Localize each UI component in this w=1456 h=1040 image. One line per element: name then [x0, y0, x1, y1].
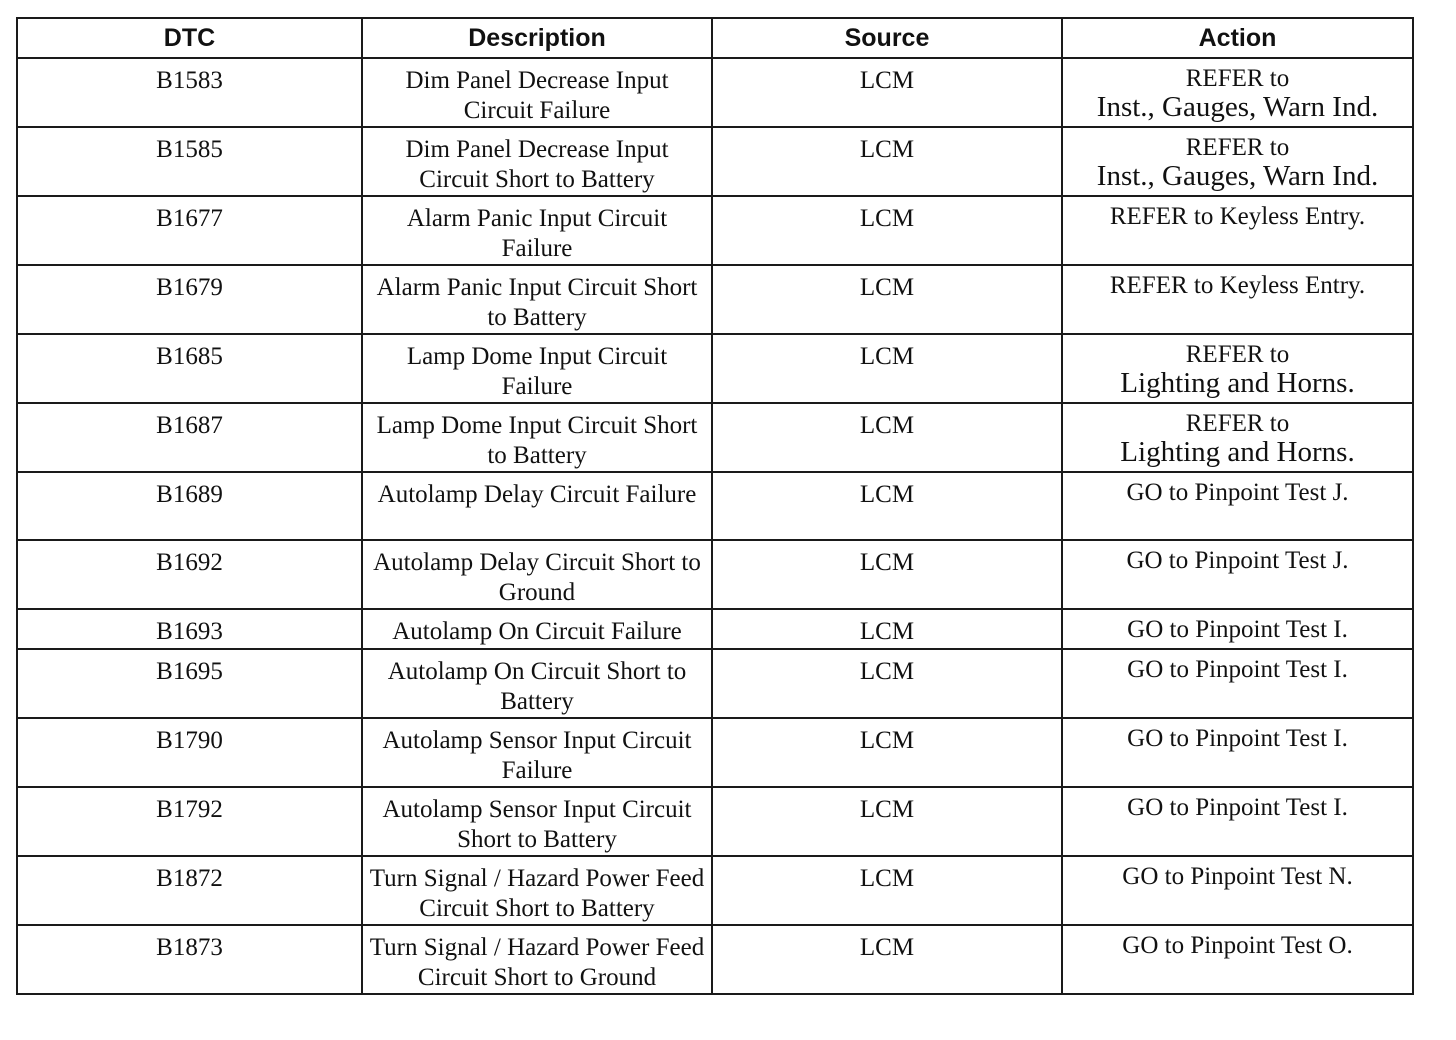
action-line-1: REFER to — [1185, 341, 1290, 368]
source-cell: LCM — [712, 609, 1062, 649]
action-cell — [1062, 787, 1413, 856]
description-cell: Dim Panel Decrease Input Circuit Short to Battery — [362, 127, 712, 196]
action-cell — [1062, 58, 1413, 127]
source-cell: LCM — [712, 540, 1062, 609]
action-line-1: REFER to — [1185, 410, 1290, 437]
description-cell: Dim Panel Decrease Input Circuit Failure — [362, 58, 712, 127]
description-cell: Alarm Panic Input Circuit Short to Battery — [362, 265, 712, 334]
action-cell — [1062, 540, 1413, 609]
description-cell: Autolamp Delay Circuit Failure — [362, 472, 712, 540]
dtc-cell: B1693 — [17, 609, 362, 649]
dtc-cell: B1689 — [17, 472, 362, 540]
action-cell — [1062, 856, 1413, 925]
header-source: Source — [712, 18, 1062, 58]
table-row — [17, 196, 1413, 265]
dtc-cell: B1679 — [17, 265, 362, 334]
dtc-cell: B1695 — [17, 649, 362, 718]
action-cell — [1062, 196, 1413, 265]
description-cell: Autolamp On Circuit Failure — [362, 609, 712, 649]
table-row — [17, 649, 1413, 718]
action-line-1: GO to Pinpoint Test J. — [1126, 479, 1349, 506]
action-line-2: Lighting and Horns. — [1120, 436, 1355, 468]
source-cell: LCM — [712, 403, 1062, 472]
header-dtc: DTC — [17, 18, 362, 58]
table-row — [17, 540, 1413, 609]
source-cell: LCM — [712, 856, 1062, 925]
source-cell: LCM — [712, 472, 1062, 540]
action-cell — [1062, 403, 1413, 472]
table-row — [17, 403, 1413, 472]
table-row — [17, 58, 1413, 127]
action-line-1: GO to Pinpoint Test I. — [1127, 616, 1348, 643]
dtc-table — [16, 17, 1414, 995]
dtc-cell: B1685 — [17, 334, 362, 403]
source-cell: LCM — [712, 334, 1062, 403]
action-line-1: REFER to Keyless Entry. — [1109, 272, 1366, 299]
table-row — [17, 127, 1413, 196]
action-cell — [1062, 127, 1413, 196]
dtc-cell: B1872 — [17, 856, 362, 925]
table-row — [17, 718, 1413, 787]
dtc-cell: B1687 — [17, 403, 362, 472]
action-line-1: GO to Pinpoint Test N. — [1122, 863, 1353, 890]
source-cell: LCM — [712, 196, 1062, 265]
action-cell — [1062, 609, 1413, 649]
action-line-2: Lighting and Horns. — [1120, 367, 1355, 399]
action-cell — [1062, 472, 1413, 540]
table-body — [17, 58, 1413, 994]
table-row — [17, 925, 1413, 994]
dtc-cell: B1585 — [17, 127, 362, 196]
table-row — [17, 334, 1413, 403]
dtc-cell: B1790 — [17, 718, 362, 787]
source-cell: LCM — [712, 718, 1062, 787]
table-row — [17, 609, 1413, 649]
action-line-1: REFER to Keyless Entry. — [1109, 203, 1366, 230]
dtc-cell: B1792 — [17, 787, 362, 856]
table-header-row — [17, 18, 1413, 58]
description-cell: Autolamp On Circuit Short to Battery — [362, 649, 712, 718]
action-cell — [1062, 334, 1413, 403]
action-line-1: REFER to — [1185, 65, 1290, 92]
description-cell: Turn Signal / Hazard Power Feed Circuit Short to Battery — [362, 856, 712, 925]
table-row — [17, 787, 1413, 856]
description-cell: Alarm Panic Input Circuit Failure — [362, 196, 712, 265]
table-row — [17, 856, 1413, 925]
source-cell: LCM — [712, 127, 1062, 196]
header-action: Action — [1062, 18, 1413, 58]
action-line-1: GO to Pinpoint Test I. — [1127, 725, 1348, 752]
action-line-2: Inst., Gauges, Warn Ind. — [1096, 160, 1379, 192]
source-cell: LCM — [712, 787, 1062, 856]
source-cell: LCM — [712, 925, 1062, 994]
dtc-cell: B1873 — [17, 925, 362, 994]
dtc-cell: B1677 — [17, 196, 362, 265]
description-cell: Lamp Dome Input Circuit Short to Battery — [362, 403, 712, 472]
action-line-1: GO to Pinpoint Test O. — [1122, 932, 1353, 959]
action-line-1: GO to Pinpoint Test I. — [1127, 794, 1348, 821]
action-cell — [1062, 649, 1413, 718]
description-cell: Lamp Dome Input Circuit Failure — [362, 334, 712, 403]
action-line-1: GO to Pinpoint Test I. — [1127, 656, 1348, 683]
source-cell: LCM — [712, 265, 1062, 334]
action-cell — [1062, 265, 1413, 334]
description-cell: Autolamp Sensor Input Circuit Failure — [362, 718, 712, 787]
source-cell: LCM — [712, 58, 1062, 127]
description-cell: Autolamp Delay Circuit Short to Ground — [362, 540, 712, 609]
action-line-2: Inst., Gauges, Warn Ind. — [1096, 91, 1379, 123]
table-row — [17, 265, 1413, 334]
source-cell: LCM — [712, 649, 1062, 718]
table-row — [17, 472, 1413, 540]
action-cell — [1062, 925, 1413, 994]
dtc-cell: B1583 — [17, 58, 362, 127]
dtc-cell: B1692 — [17, 540, 362, 609]
description-cell: Autolamp Sensor Input Circuit Short to Battery — [362, 787, 712, 856]
action-cell — [1062, 718, 1413, 787]
action-line-1: GO to Pinpoint Test J. — [1126, 547, 1349, 574]
header-description: Description — [362, 18, 712, 58]
description-cell: Turn Signal / Hazard Power Feed Circuit Short to Ground — [362, 925, 712, 994]
action-line-1: REFER to — [1185, 134, 1290, 161]
